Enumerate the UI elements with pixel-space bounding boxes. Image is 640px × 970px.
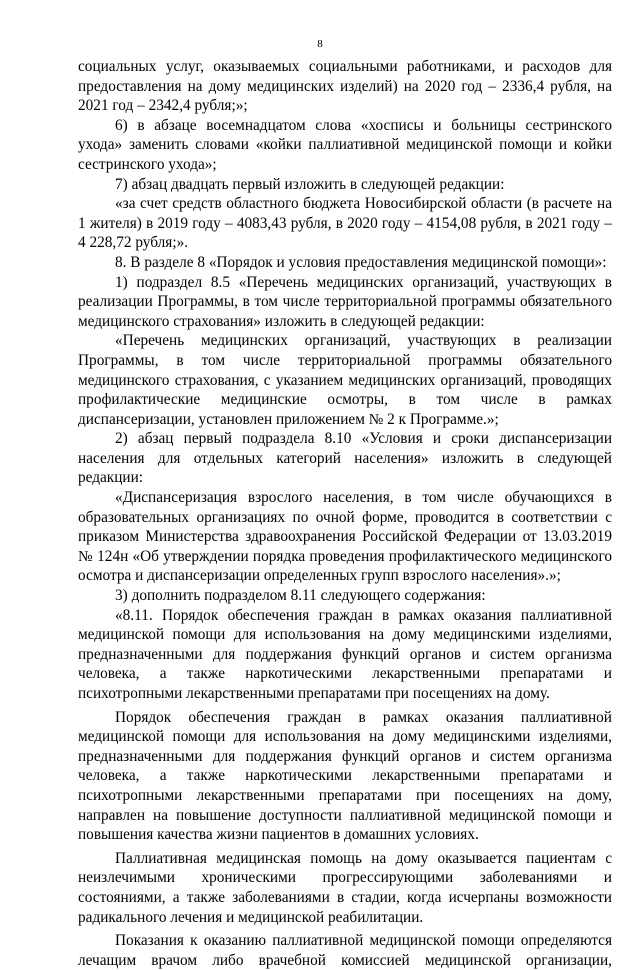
paragraph: «Перечень медицинских организаций, участвующих в реализации Программы, в том числе территориальной программы обязательного медицинского страхования, с указанием медицинских организаций, проводящих профилактические медицинские осмотры, в том числе в рамках диспансеризации, установлен приложением № 2 к Программе.»; bbox=[78, 332, 612, 428]
paragraph: 7) абзац двадцать первый изложить в следующей редакции: bbox=[115, 175, 505, 193]
paragraph: 8. В разделе 8 «Порядок и условия предоставления медицинской помощи»: bbox=[115, 253, 607, 271]
paragraph: 2) абзац первый подраздела 8.10 «Условия и сроки диспансеризации населения для отдельных категорий населения» изложить в следующей редакции: bbox=[78, 430, 612, 487]
paragraph: «Диспансеризация взрослого населения, в том числе обучающихся в образовательных организациях по очной форме, проводится в соответствии с приказом Министерства здравоохранения Российской Федерации от 13.03.2019 № 124н «Об утверждении порядка проведения профилактического медицинского осмотра и диспансеризации определенных групп взрослого населения».»; bbox=[78, 489, 612, 585]
paragraph: «за счет средств областного бюджета Новосибирской области (в расчете на 1 жителя) в 2019 году – 4083,43 рубля, в 2020 году – 4154,08 рубля, в 2021 году – 4 228,72 рубля;». bbox=[78, 195, 612, 252]
paragraph: социальных услуг, оказываемых социальными работниками, и расходов для предоставления на дому медицинских изделий) на 2020 год – 2336,4 рубля, на 2021 год – 2342,4 рубля;»; bbox=[78, 58, 612, 115]
page-number: 8 bbox=[317, 38, 323, 50]
paragraph: Показания к оказанию паллиативной медицинской помощи определяются лечащим врачом либо врачебной комиссией медицинской организации, bbox=[78, 932, 612, 969]
paragraph: Паллиативная медицинская помощь на дому оказывается пациентам с неизлечимыми хроническими прогрессирующими заболеваниями и состояниями, а также заболеваниями в стадии, когда исчерпаны возможности радикального лечения и медицинской реабилитации. bbox=[78, 849, 612, 926]
paragraph: 6) в абзаце восемнадцатом слова «хосписы и больницы сестринского ухода» заменить словами «койки паллиативной медицинской помощи и койки сестринского ухода»; bbox=[78, 116, 612, 173]
paragraph: Порядок обеспечения граждан в рамках оказания паллиативной медицинской помощи для использования на дому медицинскими изделиями, предназначенными для поддержания функций органов и систем организма человека, а также наркотическими лекарственными препаратами и психотропными лекарственными препаратами при посещениях на дому, направлен на повышение доступности паллиативной медицинской помощи и повышения качества жизни пациентов в домашних условиях. bbox=[78, 708, 612, 844]
paragraph: 3) дополнить подразделом 8.11 следующего содержания: bbox=[115, 587, 486, 605]
paragraph: «8.11. Порядок обеспечения граждан в рамках оказания паллиативной медицинской помощи для использования на дому медицинскими изделиями, предназначенными для поддержания функций органов и систем организма человека, а также наркотическими лекарственными препаратами и психотропными лекарственными препаратами при посещениях на дому. bbox=[78, 606, 612, 702]
document-body bbox=[78, 57, 612, 970]
paragraph: 1) подраздел 8.5 «Перечень медицинских организаций, участвующих в реализации Программы, в том числе территориальной программы обязательного медицинского страхования» изложить в следующей редакции: bbox=[78, 273, 612, 330]
